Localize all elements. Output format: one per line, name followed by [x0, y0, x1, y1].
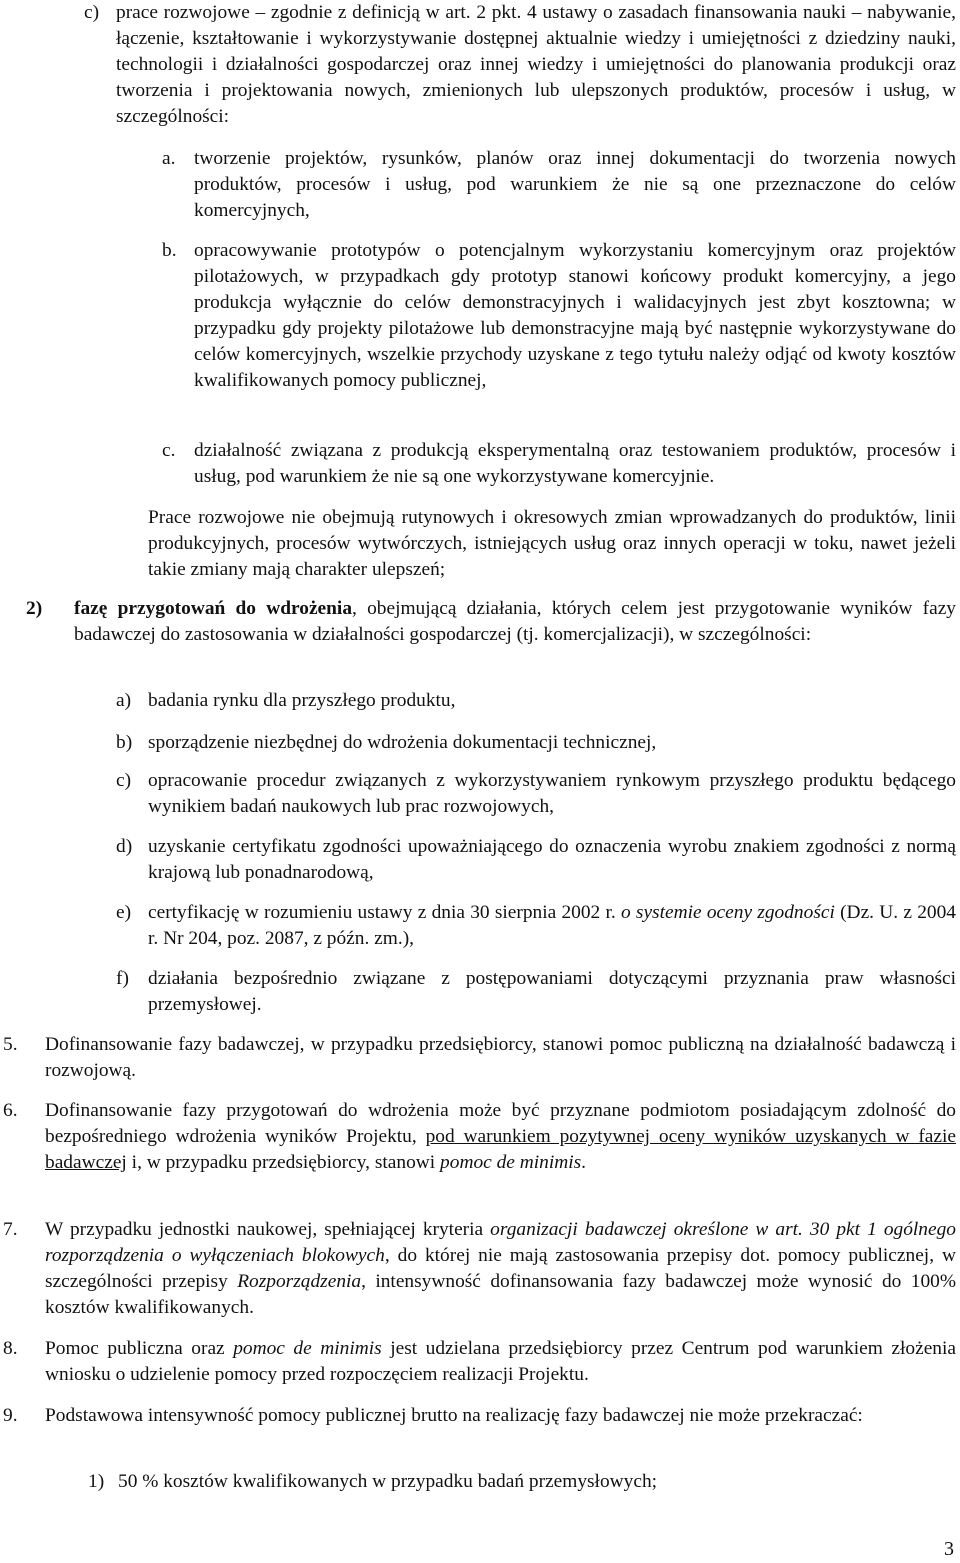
closing-paragraph: Prace rozwojowe nie obejmują rutynowych i okresowych zmian wprowadzanych do produktów, linii produkcyjnych, procesów wytwórczych, istniejących usług oraz innych operacji w toku, nawet jeżeli takie zmiany mają charakter ulepszeń; [148, 507, 956, 580]
item-marker: a) [116, 690, 132, 711]
point-5 [3, 1032, 956, 1084]
item-text: uzyskanie certyfikatu zgodności upoważniającego do oznaczenia wyrobu znakiem zgodności z normą krajową lub ponadnarodową, [148, 836, 956, 883]
act-title: o systemie oceny zgodności [620, 902, 835, 923]
item-marker: c) [116, 770, 132, 791]
item-text: tworzenie projektów, rysunków, planów oraz innej dokumentacji do tworzenia nowych produktów, procesów i usług, pod warunkiem że nie są one przeznaczone do celów komercyjnych, [194, 148, 956, 221]
item-text: sporządzenie niezbędnej do wdrożenia dokumentacji technicznej, [148, 732, 657, 753]
underlined-condition: pod warunkiem pozytywnej oceny wyników uzyskanych w fazie badawczej [45, 1126, 956, 1173]
item-marker: c) [84, 2, 100, 23]
subitem-b [162, 238, 956, 394]
point-9 [3, 1403, 956, 1429]
item-text: prace rozwojowe – zgodnie z definicją w art. 2 pkt. 4 ustawy o zasadach finansowania nauki – nabywanie, łączenie, kształtowanie i wykorzystywanie dostępnej aktualnie wiedzy i umiejętności z dziedziny nauki, technologii i działalności gospodarczej oraz innej wiedzy i umiejętności do planowania produkcji oraz tworzenia i projektowania nowych, zmienionych lub ulepszonych produktów, procesów i usług, w szczególności: [116, 2, 956, 127]
item-text: 50 % kosztów kwalifikowanych w przypadku badań przemysłowych; [118, 1471, 658, 1492]
item-marker: a. [162, 148, 176, 169]
item-text: działalność związana z produkcją eksperymentalną oraz testowaniem produktów, procesów i usług, pod warunkiem że nie są one wykorzystywane komercyjnie. [194, 440, 956, 487]
item-marker: 2) [26, 598, 43, 619]
subitem-c [162, 438, 956, 490]
point-marker: 5. [3, 1034, 18, 1055]
subitem-a [116, 688, 956, 714]
item-marker: b. [162, 240, 177, 261]
item-c-prace-rozwojowe [84, 0, 956, 130]
subitem-a [162, 146, 956, 224]
point-marker: 9. [3, 1405, 18, 1426]
item-marker: b) [116, 732, 133, 753]
subitem-c [116, 768, 956, 820]
item-text: działania bezpośrednio związane z postępowaniami dotyczącymi przyznania praw własności przemysłowej. [148, 968, 956, 1015]
item-marker: e) [116, 902, 132, 923]
point-9-subitem-1 [88, 1469, 956, 1495]
point-text: Podstawowa intensywność pomocy publicznej brutto na realizację fazy badawczej nie może przekraczać: [45, 1405, 863, 1426]
item-text: opracowywanie prototypów o potencjalnym wykorzystaniu komercyjnym oraz projektów pilotażowych, w przypadkach gdy prototyp stanowi końcowy produkt komercyjny, a jego produkcja wyłącznie do celów demonstracyjnych i walidacyjnych jest zbyt kosztowna; w przypadku gdy projekty pilotażowe lub demonstracyjne mają być następnie wykorzystywane do celów komercyjnych, wszelkie przychody uzyskane z tego tytułu należy odjąć od kwoty kosztów kwalifikowanych pomocy publicznej, [194, 240, 956, 391]
item-text: opracowanie procedur związanych z wykorzystywaniem rynkowym przyszłego produktu będącego wynikiem badań naukowych lub prac rozwojowych, [148, 770, 956, 817]
subitem-f [116, 966, 956, 1018]
item-marker: d) [116, 836, 133, 857]
point-marker: 8. [3, 1338, 18, 1359]
point-text: Dofinansowanie fazy badawczej, w przypadku przedsiębiorcy, stanowi pomoc publiczną na działalność badawczą i rozwojową. [45, 1034, 956, 1081]
page-number: 3 [944, 1538, 954, 1560]
subitem-b [116, 730, 956, 756]
point-marker: 7. [3, 1219, 18, 1240]
bold-lead: fazę przygotowań do wdrożenia [74, 598, 353, 619]
subitem-e: e) certyfikację w rozumieniu ustawy z dnia 30 sierpnia 2002 r. o systemie oceny zgodności (Dz. U. z 2004 r. Nr 204, poz. 2087, z późn. zm.), [116, 902, 956, 949]
point-7: 7. W przypadku jednostki naukowej, spełniającej kryteria organizacji badawczej określone w art. 30 pkt 1 ogólnego rozporządzenia o wyłączeniach blokowych, do której nie mają zastosowania przepisy dot. pomocy publicznej, w szczególności przepisy Rozporządzenia, intensywność dofinansowania fazy badawczej może wynosić do 100% kosztów kwalifikowanych. [3, 1219, 956, 1318]
point-6: 6. Dofinansowanie fazy przygotowań do wdrożenia może być przyznane podmiotom posiadającym zdolność do bezpośredniego wdrożenia wyników Projektu, pod warunkiem pozytywnej oceny wyników uzyskanych w fazie badawczej i, w przypadku przedsiębiorcy, stanowi pomoc de minimis. [3, 1100, 956, 1173]
point-8: 8. Pomoc publiczna oraz pomoc de minimis jest udzielana przedsiębiorcy przez Centrum pod warunkiem złożenia wniosku o udzielenie pomocy przed rozpoczęciem realizacji Projektu. [3, 1338, 956, 1385]
subitem-d [116, 834, 956, 886]
item-text: , obejmującą działania, których celem jest przygotowanie wyników fazy badawczej do zastosowania w działalności gospodarczej (tj. komercjalizacji), w szczególności: [74, 598, 956, 645]
item-marker: 1) [88, 1471, 105, 1492]
item-marker: f) [116, 968, 129, 989]
point-marker: 6. [3, 1100, 18, 1121]
item-text: badania rynku dla przyszłego produktu, [148, 690, 456, 711]
item-marker: c. [162, 440, 176, 461]
item-2-faza-przygotowan [26, 596, 956, 648]
